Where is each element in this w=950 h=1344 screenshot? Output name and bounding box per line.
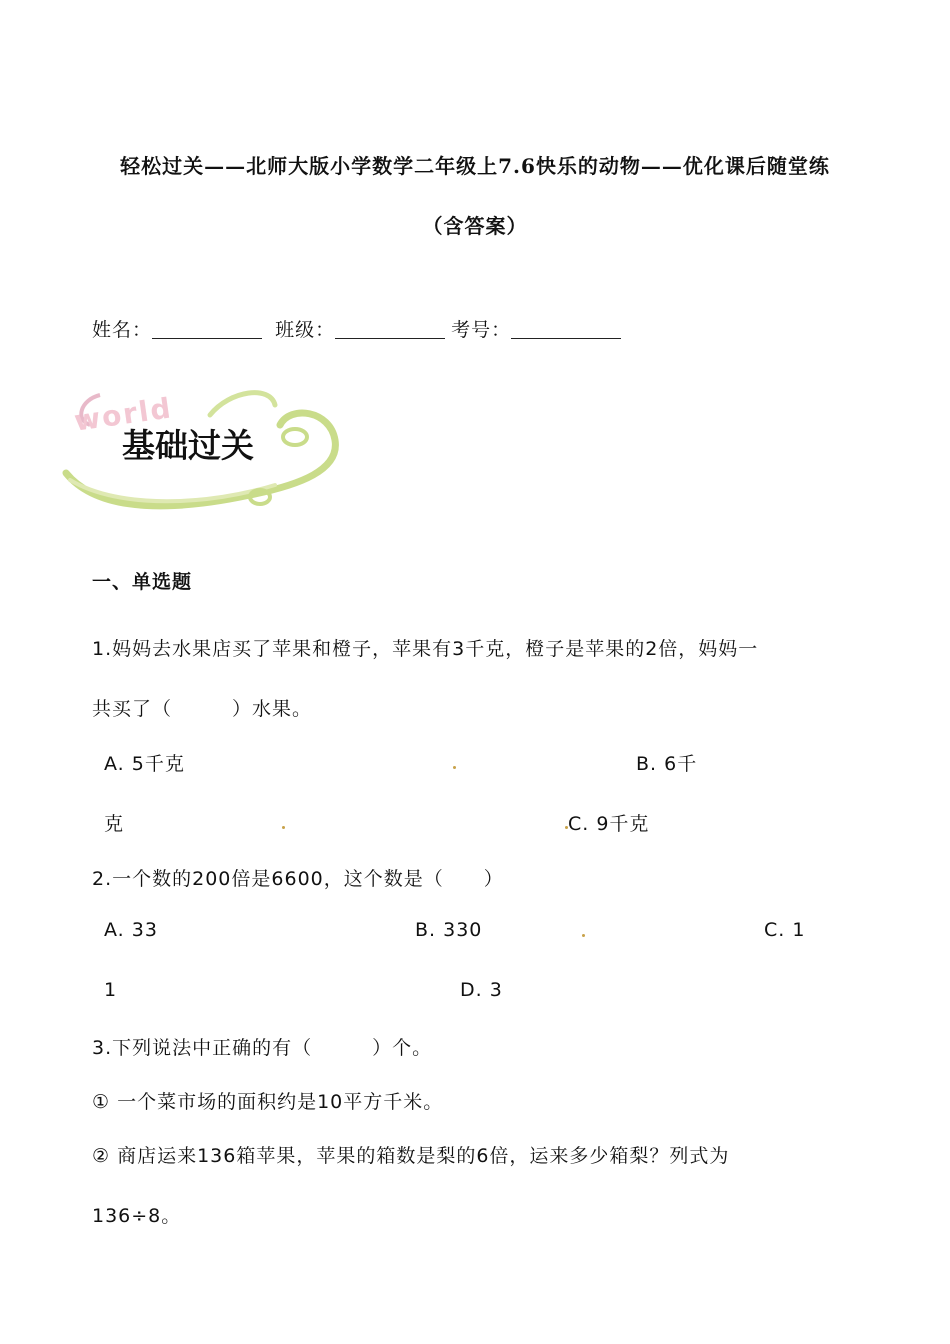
- dot-mark: [453, 766, 456, 769]
- dot-mark: [282, 826, 285, 829]
- q2-option-a[interactable]: A. 33: [104, 919, 158, 941]
- q1-line2: 共买了（ ）水果。: [92, 698, 313, 720]
- q3-statement-2: ② 商店运来136箱苹果，苹果的箱数是梨的6倍，运来多少箱梨？列式为: [92, 1145, 730, 1167]
- q3-statement-2-cont: 136÷8。: [92, 1205, 182, 1227]
- name-blank[interactable]: [152, 318, 262, 339]
- q2-line1: 2.一个数的200倍是6600，这个数是（ ）: [92, 868, 504, 890]
- doc-title-line1: 轻松过关——北师大版小学数学二年级上7.6快乐的动物——优化课后随堂练: [120, 154, 830, 178]
- student-info-row: [92, 315, 627, 342]
- class-label: 班级：: [275, 319, 336, 341]
- dot-mark: [582, 934, 585, 937]
- q3-statement-1: ① 一个菜市场的面积约是10平方千米。: [92, 1091, 444, 1113]
- q1-option-c[interactable]: C. 9千克: [568, 813, 650, 835]
- banner-title: 基础过关: [122, 426, 254, 465]
- q3-line1: 3.下列说法中正确的有（ ）个。: [92, 1037, 433, 1059]
- section-title: 一、单选题: [92, 571, 193, 593]
- q1-option-a[interactable]: A. 5千克: [104, 753, 185, 775]
- q1-line1: 1.妈妈去水果店买了苹果和橙子，苹果有3千克，橙子是苹果的2倍，妈妈一: [92, 638, 759, 660]
- name-label: 姓名：: [92, 319, 153, 341]
- q1-option-b[interactable]: B. 6千: [636, 753, 698, 775]
- doc-title-line2: （含答案）: [422, 214, 528, 238]
- q1-option-b-cont: 克: [104, 813, 125, 835]
- banner-deco-word: world: [72, 391, 175, 438]
- q2-option-d[interactable]: D. 3: [460, 979, 503, 1001]
- q2-option-b[interactable]: B. 330: [415, 919, 483, 941]
- q2-option-c[interactable]: C. 1: [764, 919, 806, 941]
- class-blank[interactable]: [335, 318, 445, 339]
- id-label: 考号：: [451, 319, 512, 341]
- q2-option-c-cont: 1: [104, 979, 118, 1001]
- id-blank[interactable]: [511, 318, 621, 339]
